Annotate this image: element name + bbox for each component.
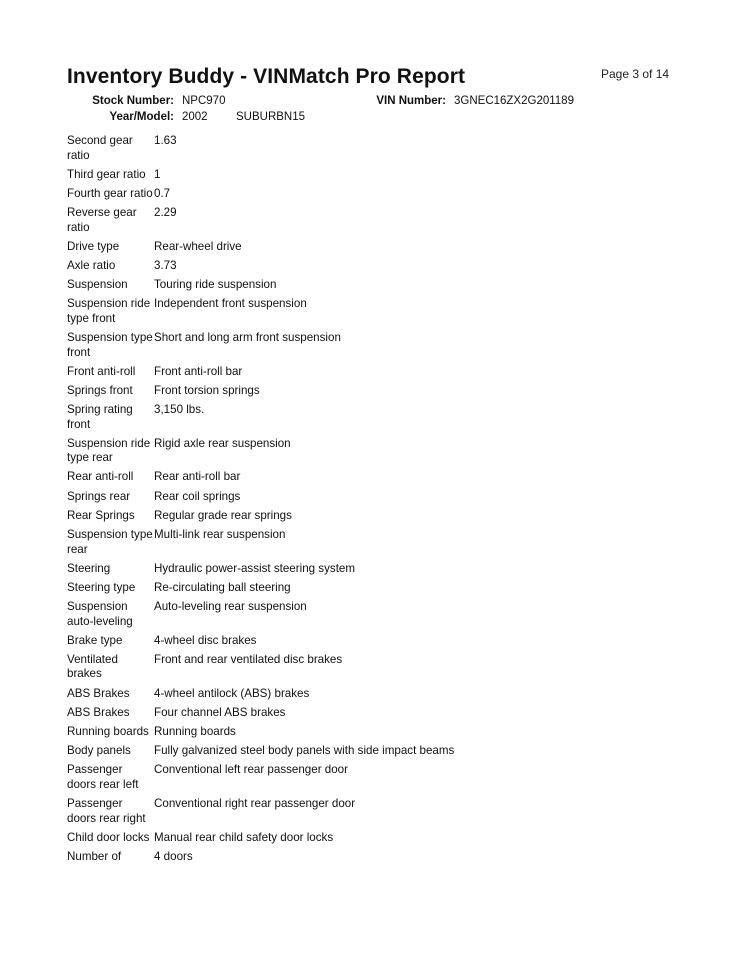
spec-row — [67, 761, 454, 795]
spec-value: 3,150 lbs. — [154, 403, 205, 417]
spec-value: 4-wheel disc brakes — [154, 633, 257, 647]
spec-row — [67, 632, 454, 651]
spec-label: Springs front — [67, 383, 133, 397]
spec-label: Rear anti-roll — [67, 470, 134, 484]
spec-row — [67, 468, 454, 487]
spec-row — [67, 382, 454, 401]
vin-value: 3GNEC16ZX2G201189 — [454, 95, 574, 107]
spec-row — [67, 435, 454, 469]
spec-value: Rear coil springs — [154, 489, 241, 503]
spec-label: Steering type — [67, 580, 136, 594]
spec-label: Front anti-roll — [67, 364, 136, 378]
spec-value: 2.29 — [154, 206, 177, 220]
spec-value: Auto-leveling rear suspension — [154, 600, 307, 614]
spec-value: Touring ride suspension — [154, 278, 277, 292]
spec-row — [67, 238, 454, 257]
spec-row — [67, 704, 454, 723]
spec-label: Springs rear — [67, 489, 131, 503]
spec-value: Front and rear ventilated disc brakes — [154, 652, 343, 666]
year-value: 2002 — [182, 111, 208, 123]
spec-value: Rear-wheel drive — [154, 239, 242, 253]
spec-row — [67, 651, 454, 685]
spec-label: Second gear ratio — [67, 134, 133, 162]
vin-label: VIN Number: — [376, 95, 446, 107]
spec-row — [67, 132, 454, 166]
spec-value: Fully galvanized steel body panels with side impact beams — [154, 744, 455, 758]
spec-label: Rear Springs — [67, 508, 135, 522]
spec-value: Multi-link rear suspension — [154, 528, 286, 541]
spec-row — [67, 204, 454, 238]
spec-row — [67, 685, 454, 704]
spec-row — [67, 488, 454, 507]
spec-row — [67, 742, 454, 761]
spec-value: Regular grade rear springs — [154, 508, 292, 522]
model-value: SUBURBN15 — [236, 111, 306, 123]
spec-table — [67, 132, 454, 867]
spec-label: Axle ratio — [67, 258, 116, 272]
spec-label: Passenger doors rear left — [67, 763, 139, 791]
spec-row — [67, 166, 454, 185]
spec-label: Body panels — [67, 744, 131, 758]
spec-row — [67, 723, 454, 742]
spec-value: 1 — [154, 167, 161, 181]
spec-label: Suspension auto-leveling — [67, 600, 133, 628]
spec-label: Child door locks — [67, 830, 150, 844]
spec-row — [67, 829, 454, 848]
spec-value: 0.7 — [154, 186, 171, 200]
spec-label: ABS Brakes — [67, 686, 130, 700]
spec-row — [67, 295, 454, 329]
spec-value: Rigid axle rear suspension — [154, 436, 291, 450]
spec-label: Passenger doors rear right — [67, 797, 146, 825]
spec-value: Rear anti-roll bar — [154, 470, 241, 484]
spec-label: Third gear ratio — [67, 167, 146, 181]
spec-value: Conventional left rear passenger door — [154, 763, 348, 777]
spec-label: Suspension — [67, 278, 128, 292]
report-title: Inventory Buddy - VINMatch Pro Report — [67, 65, 466, 88]
spec-row — [67, 560, 454, 579]
spec-row — [67, 579, 454, 598]
spec-row — [67, 401, 454, 435]
spec-row — [67, 848, 454, 867]
spec-row — [67, 526, 454, 560]
spec-value: 4-wheel antilock (ABS) brakes — [154, 686, 310, 700]
spec-table-body — [67, 132, 454, 867]
spec-value: Conventional right rear passenger door — [154, 797, 356, 811]
spec-label: Ventilated brakes — [67, 652, 118, 681]
spec-row — [67, 257, 454, 276]
page-indicator: Page 3 of 14 — [601, 67, 670, 81]
stock-number-label: Stock Number: — [92, 95, 174, 107]
spec-label: Suspension type front — [67, 331, 153, 359]
spec-value: Four channel ABS brakes — [154, 705, 286, 719]
spec-value: 4 doors — [154, 849, 193, 863]
spec-label: Suspension ride type rear — [67, 436, 151, 465]
spec-row — [67, 276, 454, 295]
spec-value: Re-circulating ball steering — [154, 580, 291, 594]
spec-value: Independent front suspension — [154, 297, 307, 311]
spec-label: Brake type — [67, 633, 123, 647]
spec-row — [67, 329, 454, 363]
stock-number-value: NPC970 — [182, 95, 226, 107]
spec-label: Running boards — [67, 725, 149, 738]
spec-row — [67, 598, 454, 632]
spec-value: 1.63 — [154, 134, 177, 147]
spec-value: Front anti-roll bar — [154, 364, 243, 378]
spec-value: Short and long arm front suspension — [154, 331, 341, 344]
spec-label: Suspension ride type front — [67, 297, 151, 325]
spec-label: Suspension type rear — [67, 528, 153, 556]
spec-row — [67, 795, 454, 829]
spec-value: Running boards — [154, 725, 236, 738]
spec-value: Hydraulic power-assist steering system — [154, 561, 356, 575]
spec-label: Reverse gear ratio — [67, 206, 137, 234]
spec-label: Fourth gear ratio — [67, 186, 153, 200]
spec-label: Number of — [67, 849, 122, 863]
spec-value: Front torsion springs — [154, 383, 260, 397]
spec-row — [67, 363, 454, 382]
spec-label: Steering — [67, 561, 111, 575]
spec-value: 3.73 — [154, 258, 177, 272]
spec-row — [67, 185, 454, 204]
spec-value: Manual rear child safety door locks — [154, 830, 334, 844]
year-model-label: Year/Model: — [109, 111, 174, 123]
spec-label: Spring rating front — [67, 403, 133, 431]
spec-row — [67, 507, 454, 526]
spec-label: Drive type — [67, 239, 120, 253]
spec-label: ABS Brakes — [67, 705, 130, 719]
